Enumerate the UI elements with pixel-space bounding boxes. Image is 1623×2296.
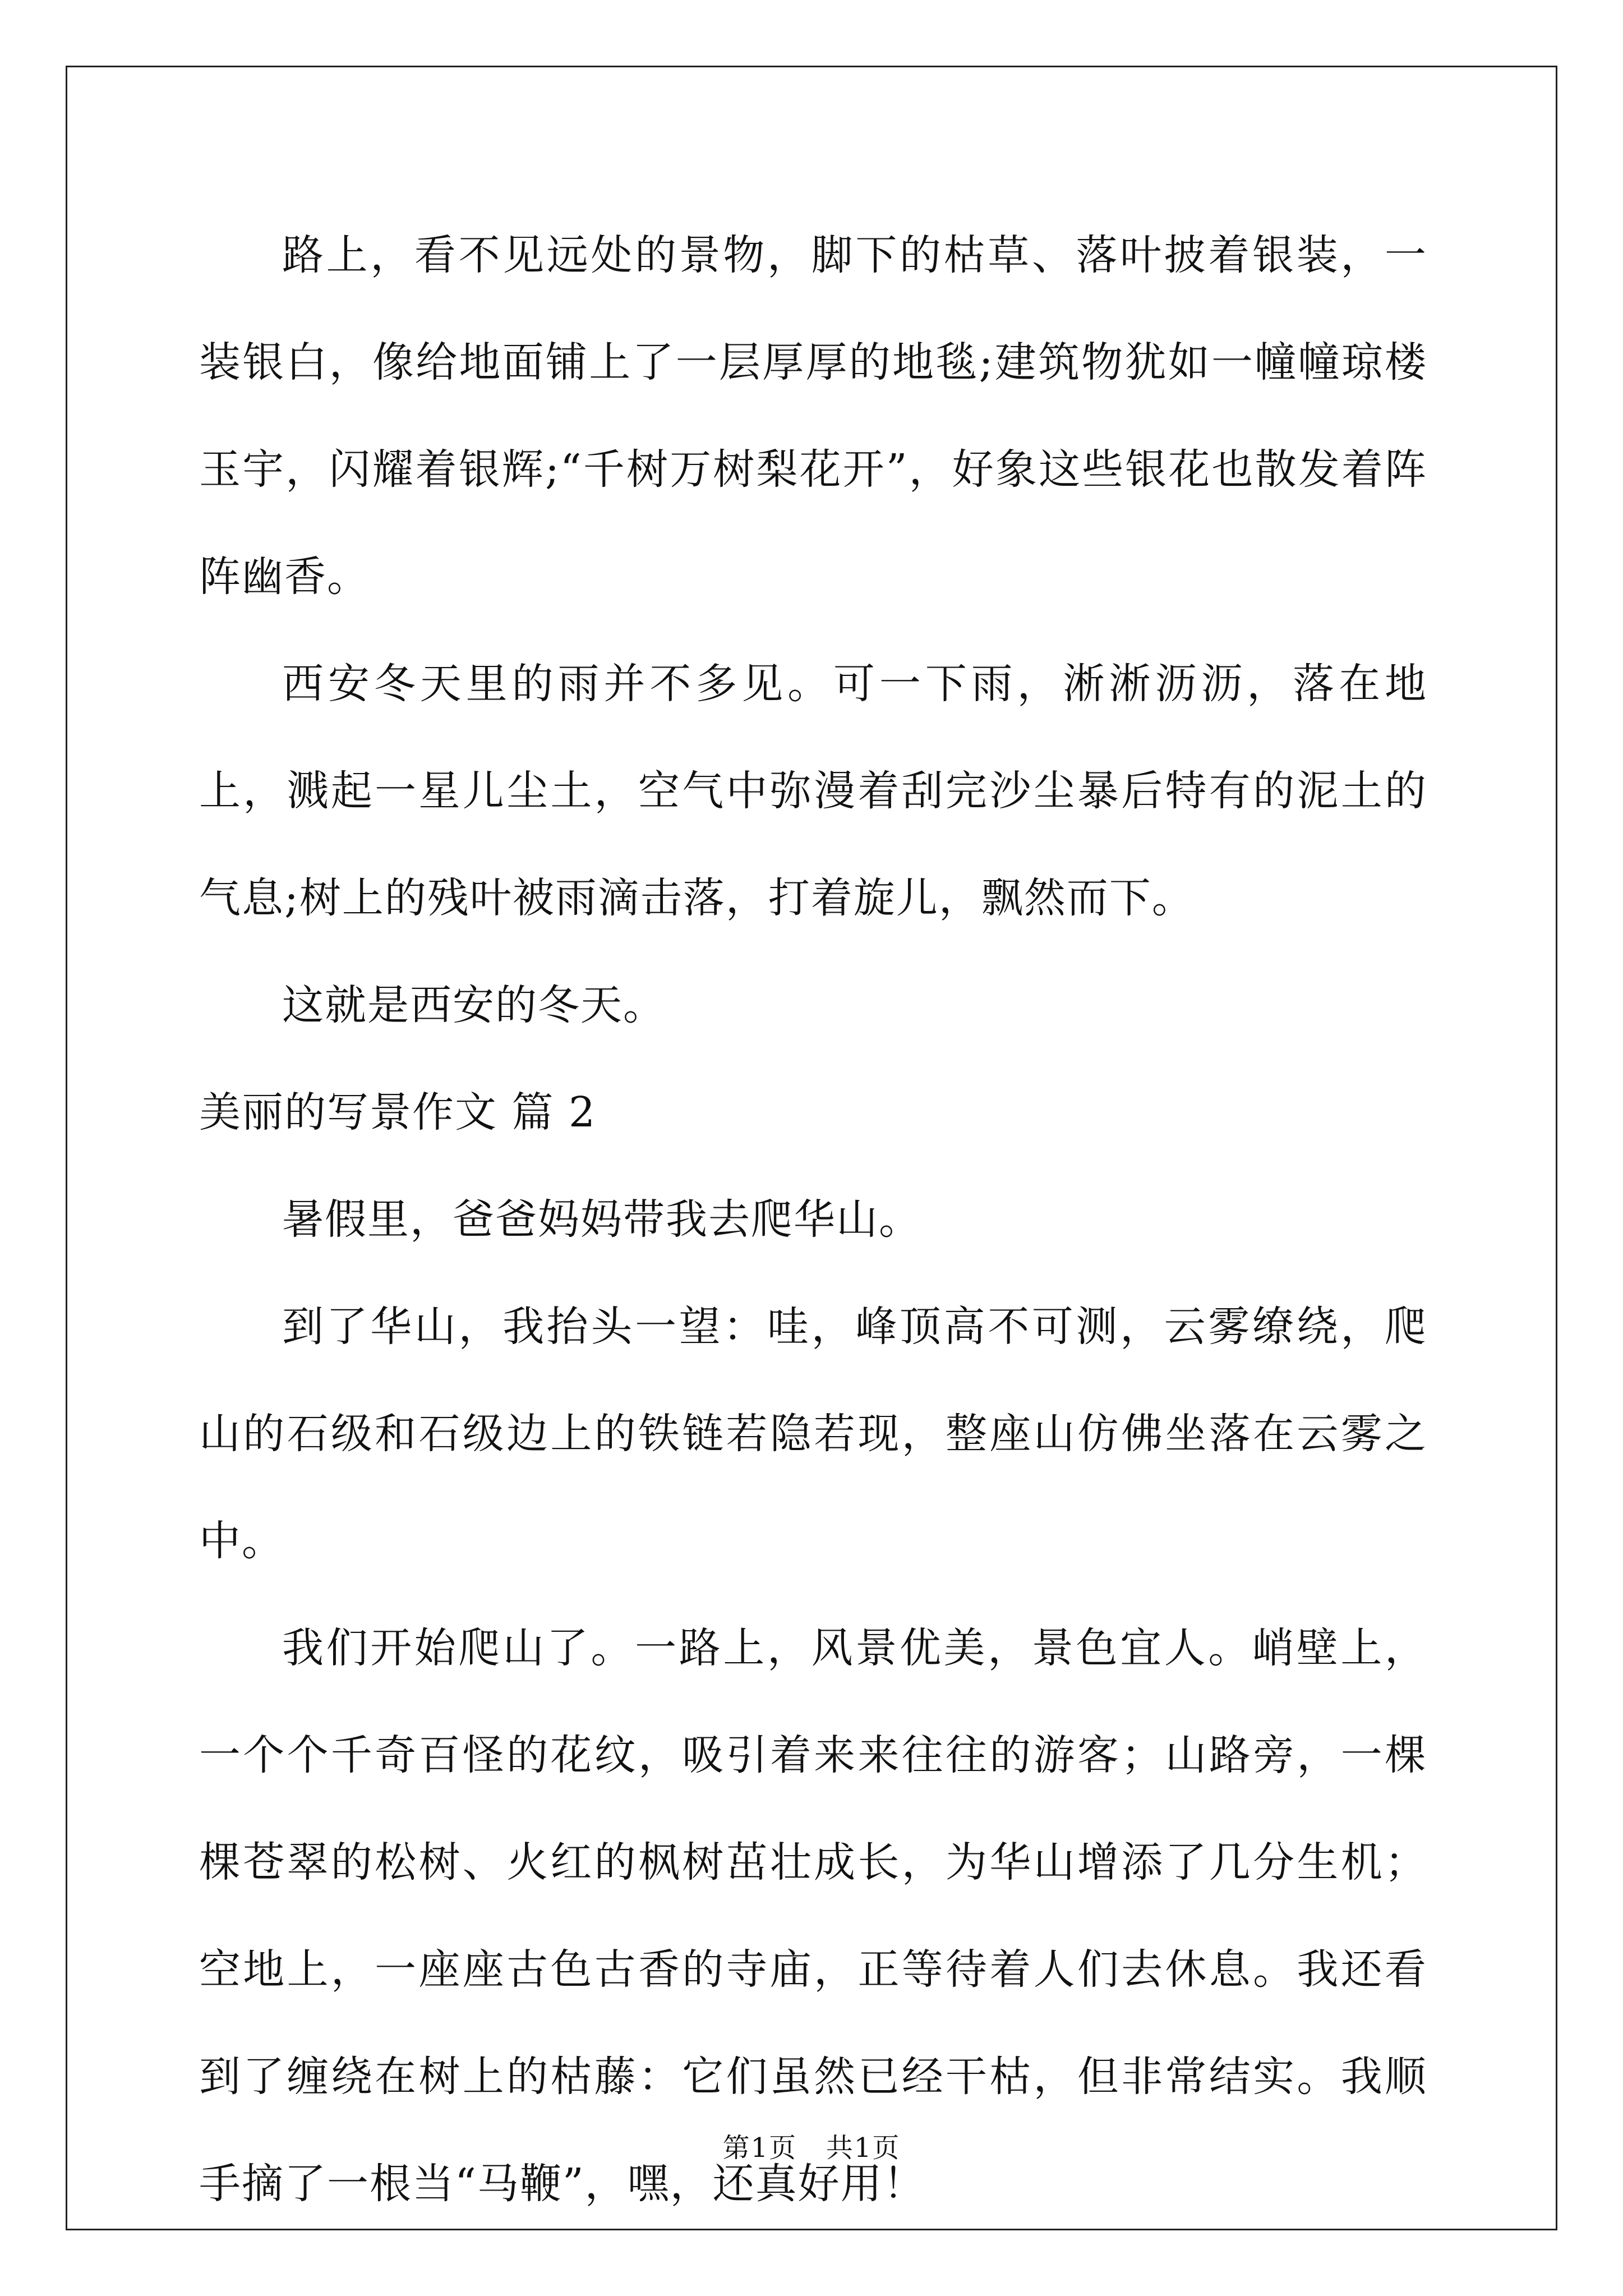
page-footer: [0, 2126, 1623, 2165]
paragraph: 西安冬天里的雨并不多见。可一下雨，淅淅沥沥，落在地上，溅起一星儿尘土，空气中弥漫着刮完沙尘暴后特有的泥土的气息;树上的残叶被雨滴击落，打着旋儿，飘然而下。: [199, 660, 1427, 922]
paragraph: 我们开始爬山了。一路上，风景优美，景色宜人。峭壁上，一个个千奇百怪的花纹，吸引着来来往往的游客；山路旁，一棵棵苍翠的松树、火红的枫树茁壮成长，为华山增添了几分生机；空地上，一座座古色古香的寺庙，正等待着人们去休息。我还看到了缠绕在树上的枯藤：它们虽然已经干枯，但非常结实。我顺手摘了一根当“马鞭”，嘿，还真好用！: [199, 1624, 1427, 2208]
document-body: [199, 202, 1427, 2238]
paragraph: 到了华山，我抬头一望：哇，峰顶高不可测，云雾缭绕，爬山的石级和石级边上的铁链若隐若现，整座山仿佛坐落在云雾之中。: [199, 1303, 1427, 1565]
paragraph: 暑假里，爸爸妈妈带我去爬华山。: [282, 1195, 921, 1244]
page-total: 共1页: [826, 2132, 901, 2164]
section-title: 美丽的写景作文 篇 2: [199, 1088, 597, 1137]
paragraph: 这就是西安的冬天。: [282, 981, 666, 1029]
paragraph: 路上，看不见远处的景物，脚下的枯草、落叶披着银装，一装银白，像给地面铺上了一层厚厚的地毯;建筑物犹如一幢幢琼楼玉宇，闪耀着银辉;“千树万树梨花开”，好象这些银花也散发着阵阵幽香。: [199, 231, 1427, 601]
page-number: 第1页: [722, 2132, 797, 2164]
